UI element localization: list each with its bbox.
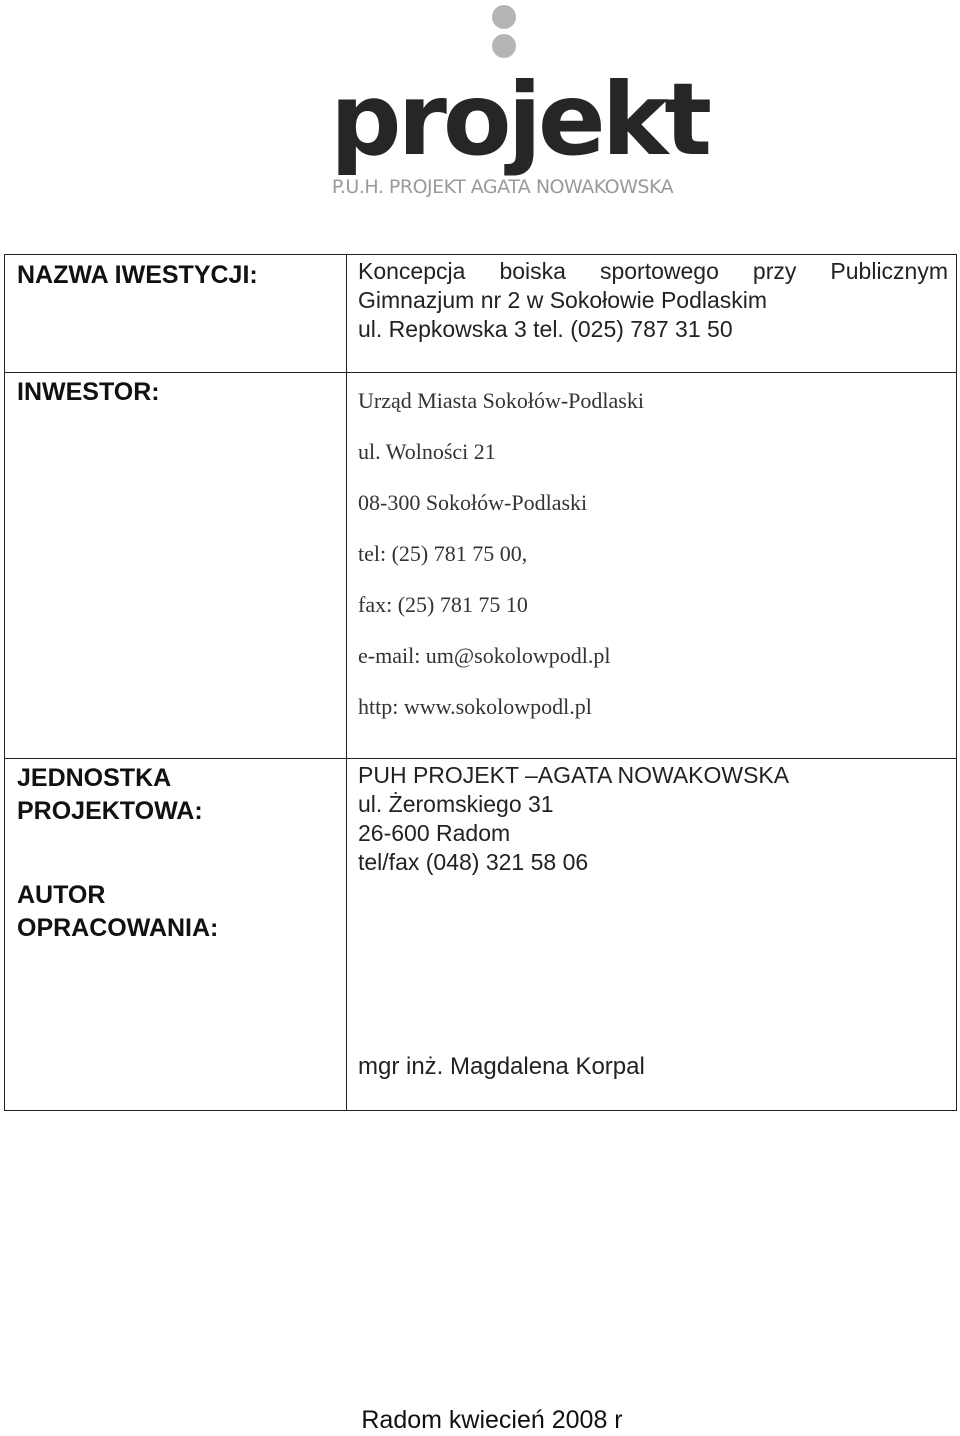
investment-label: NAZWA IWESTYCJI: <box>17 261 258 289</box>
design-unit-name: PUH PROJEKT –AGATA NOWAKOWSKA <box>358 762 790 788</box>
column-divider <box>346 255 347 1110</box>
design-unit-label-line1: JEDNOSTKA <box>17 764 172 792</box>
investor-street: ul. Wolności 21 <box>358 439 496 464</box>
place-date: Radom kwiecień 2008 r <box>361 1406 623 1434</box>
investment-description <box>358 257 948 344</box>
design-unit-street: ul. Żeromskiego 31 <box>358 791 554 817</box>
design-unit-details <box>358 761 948 877</box>
logo-subtitle: P.U.H. PROJEKT AGATA NOWAKOWSKA <box>331 176 674 198</box>
author-label-line2: OPRACOWANIA: <box>17 914 219 942</box>
investment-line: Gimnazjum nr 2 w Sokołowie Podlaskim <box>358 287 768 313</box>
logo-dots-graphic <box>330 0 675 70</box>
design-unit-label-line2: PROJEKTOWA: <box>17 797 203 825</box>
design-unit-postal: 26-600 Radom <box>358 820 511 846</box>
investment-line: ul. Repkowska 3 tel. (025) 787 31 50 <box>358 316 733 342</box>
design-unit-phone: tel/fax (048) 321 58 06 <box>358 849 589 875</box>
design-unit-label <box>17 762 203 828</box>
investor-fax: fax: (25) 781 75 10 <box>358 592 528 617</box>
author-label-line1: AUTOR <box>17 881 106 909</box>
investment-line: Koncepcja boiska sportowego przy Publicznym <box>358 258 948 284</box>
investor-website: http: www.sokolowpodl.pl <box>358 694 592 719</box>
row-divider <box>5 758 956 759</box>
investor-name: Urząd Miasta Sokołów-Podlaski <box>358 388 644 413</box>
company-logo <box>330 0 709 205</box>
investor-postal: 08-300 Sokołów-Podlaski <box>358 490 588 515</box>
row-divider <box>5 372 956 373</box>
author-label <box>17 879 218 945</box>
investor-phone: tel: (25) 781 75 00, <box>358 541 528 566</box>
investor-email: e-mail: um@sokolowpodl.pl <box>358 643 611 668</box>
investor-label: INWESTOR: <box>17 378 160 406</box>
info-table <box>4 254 957 1111</box>
author-name: mgr inż. Magdalena Korpal <box>358 1053 645 1080</box>
logo-wordmark: projekt <box>330 61 709 178</box>
investor-details <box>358 375 644 732</box>
